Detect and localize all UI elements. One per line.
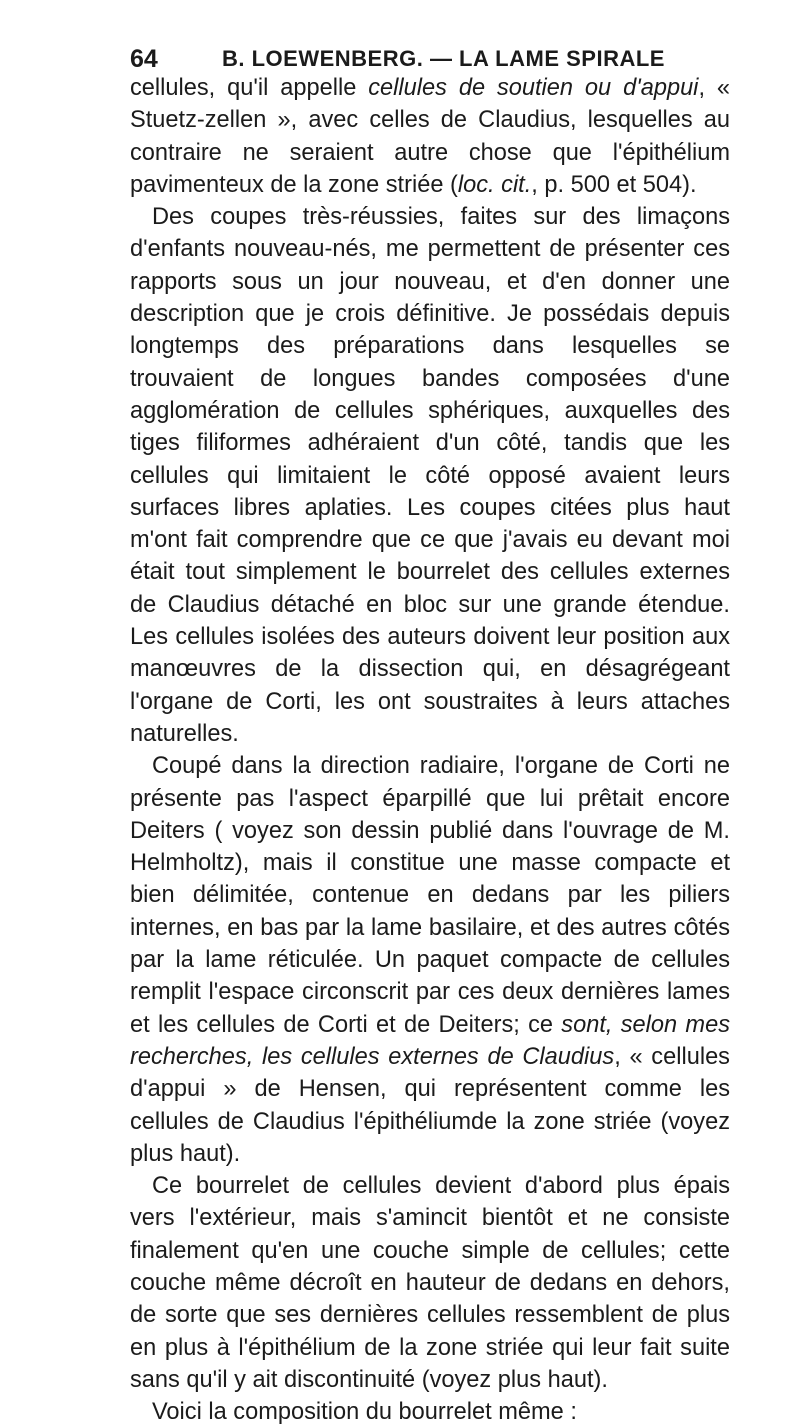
body-text [130,72,730,1428]
paragraph-2: Des coupes très-réussies, faites sur des limaçons d'enfants nouveau-nés, me permettent de présenter ces rapports sous un jour nouveau, et d'en donner une description que je crois définitive. Je possédais depuis longtemps des préparations dans lesquelles se trouvaient de longues bandes composées d'une agglomération de cellules sphériques, auxquelles des tiges filiformes adhéraient d'un côté, tandis que les cellules qui limitaient le côté opposé avaient leurs surfaces libres aplaties. Les coupes citées plus haut m'ont fait comprendre que ce que j'avais eu devant moi était tout simplement le bourrelet des cellules externes de Claudius détaché en bloc sur une grande étendue. Les cellules isolées des auteurs doivent leur position aux manœuvres de la dissection qui, en désagrégeant l'organe de Corti, les ont soustraites à leurs attaches naturelles. [130,204,730,747]
paragraph-1 [130,72,730,201]
paragraph-5: Voici la composition du bourrelet même : [152,1399,577,1426]
text-run: cellules, qu'il appelle [130,75,369,101]
text-run: , « Stuetz-zellen », avec celles de Claudius, lesquelles au contraire ne seraient autre chose que l'épithélium pavimenteux de la zone striée ( [130,75,731,198]
italic-run: sont, selon mes recherches, les cellules externes de Claudius [130,1011,730,1070]
italic-run: cellules de soutien ou d'appui [368,75,699,101]
italic-run: loc. cit. [457,171,532,198]
text-run: Coupé dans la direction radiaire, l'organe de Corti ne présente pas l'aspect éparpillé que lui prêtait encore Deiters ( voyez son dessin publié dans l'ouvrage de M. Helmholtz), mais il constitue une masse compacte et bien délimitée, contenue en dedans par les piliers internes, en bas par la lame basilaire, et des autres côtés par la lame réticulée. Un paquet compacte de cellules remplit l'espace circonscrit par ces deux dernières lames et les cellules de Corti et de Deiters; ce [130,753,730,1038]
running-header [130,42,730,76]
text-run: , p. 500 et 504). [531,171,697,198]
running-title: B. LOEWENBERG. — LA LAME SPIRALE [222,46,665,71]
paragraph-4: Ce bourrelet de cellules devient d'abord plus épais vers l'extérieur, mais s'amincit bientôt et ne consiste finalement qu'en une couche simple de cellules; cette couche même décroît en hauteur de dedans en dehors, de sorte que ses dernières cellules ressemblent de plus en plus à l'épithélium de la zone striée qui leur fait suite sans qu'il y ait discontinuité (voyez plus haut). [130,1173,730,1393]
text-run: , « cellules d'appui » de Hensen, qui représentent comme les cellules de Claudius l'épithéliumde la zone striée (voyez plus haut). [130,1043,730,1167]
page-number: 64 [130,45,158,73]
paragraph-3 [130,750,730,1170]
